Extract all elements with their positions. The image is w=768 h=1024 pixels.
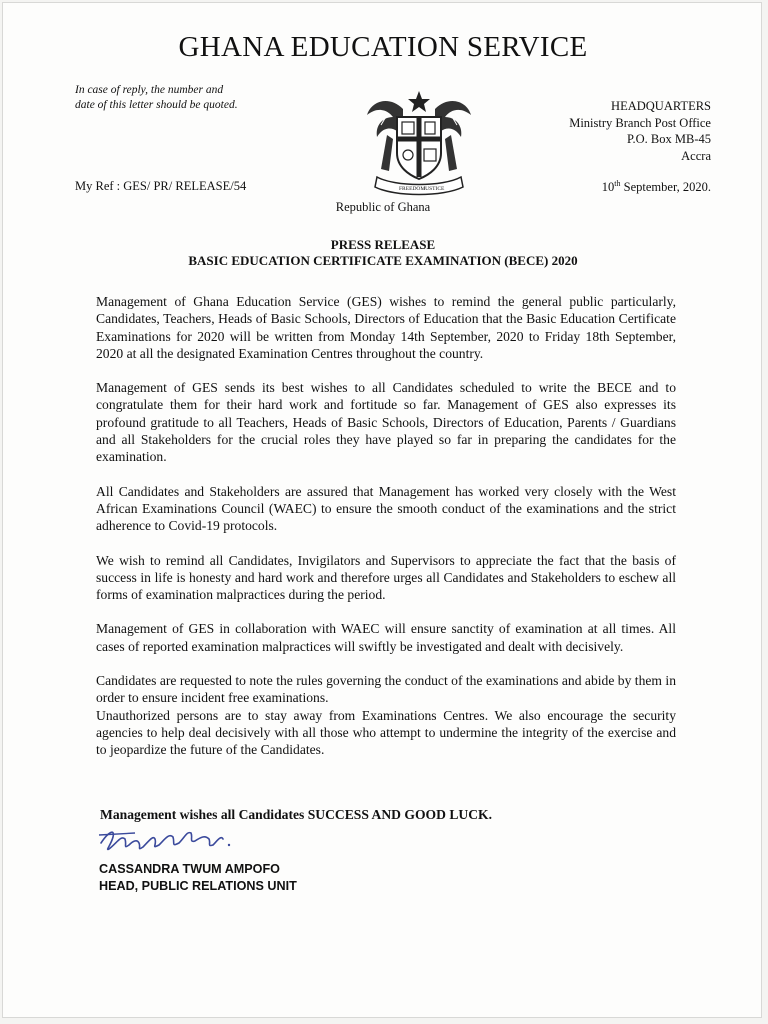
republic-label: Republic of Ghana — [335, 200, 431, 214]
signatory-name: CASSANDRA TWUM AMPOFO — [99, 862, 280, 876]
organization-heading: GHANA EDUCATION SERVICE — [178, 31, 588, 63]
letter-date: 10th September, 2020. — [601, 179, 711, 195]
closing-statement: Management wishes all Candidates SUCCESS AND GOOD LUCK. — [100, 807, 492, 822]
coat-of-arms-icon — [359, 87, 479, 199]
reply-note-line: date of this letter should be quoted. — [75, 99, 238, 111]
body-paragraph: Unauthorized persons are to stay away from Examinations Centres. We also encourage the security agencies to help deal decisively with all those who attempt to undermine the integrity of the exercise and to jeopardize the future of the Candidates. — [96, 707, 676, 758]
address-line: P.O. Box MB-45 — [626, 132, 711, 146]
signature-icon — [95, 821, 255, 859]
letter-body — [96, 293, 676, 776]
press-release-subtitle: BASIC EDUCATION CERTIFICATE EXAMINATION (BECE) 2020 — [188, 253, 578, 268]
body-paragraph: Management of Ghana Education Service (GES) wishes to remind the general public particularly, Candidates, Teachers, Heads of Basic Schools, Directors of Education that the Basic Education Certificate Examinations for 2020 will be written from Monday 14th September, 2020 to Friday 18th September, 2020 at all the designated Examination Centres throughout the country. — [96, 294, 676, 361]
reply-note-line: In case of reply, the number and — [75, 84, 224, 96]
reply-note — [75, 83, 238, 113]
address-line: HEADQUARTERS — [611, 99, 711, 113]
letter-page — [2, 2, 762, 1018]
body-paragraph: Management of GES in collaboration with WAEC will ensure sanctity of examination at all times. All cases of reported examination malpractices will swiftly be investigated and dealt with decisively. — [96, 621, 676, 654]
headquarters-address — [569, 98, 711, 164]
svg-text:FREEDOM: FREEDOM — [399, 186, 426, 192]
press-release-title: PRESS RELEASE — [330, 237, 436, 252]
body-paragraph: Candidates are requested to note the rules governing the conduct of the examinations and abide by them in order to ensure incident free examinations. — [96, 673, 676, 706]
address-line: Ministry Branch Post Office — [569, 115, 711, 130]
body-paragraph: Management of GES sends its best wishes to all Candidates scheduled to write the BECE and to congratulate them for their hard work and fortitude so far. Management of GES also expresses its profound gratitude to all Teachers, Heads of Basic Schools, Directors of Education, Parents / Guardians and all Stakeholders for the crucial roles they have played so far in preparing the candidates for the examination. — [96, 380, 676, 465]
svg-text:JUSTICE: JUSTICE — [423, 186, 445, 192]
signatory-title: HEAD, PUBLIC RELATIONS UNIT — [99, 879, 297, 893]
body-paragraph: We wish to remind all Candidates, Invigilators and Supervisors to appreciate the fact that the basis of success in life is honesty and hard work and therefore urges all Candidates and Stakeholders to eschew all forms of examination malpractices during the period. — [96, 552, 676, 603]
reference-number: My Ref : GES/ PR/ RELEASE/54 — [75, 179, 247, 193]
body-paragraph: All Candidates and Stakeholders are assured that Management has worked very closely with the West African Examinations Council (WAEC) to ensure the smooth conduct of the examinations and the strict adherence to Covid-19 protocols. — [96, 483, 676, 534]
signatory-block — [99, 861, 297, 895]
address-line: Accra — [681, 148, 711, 163]
